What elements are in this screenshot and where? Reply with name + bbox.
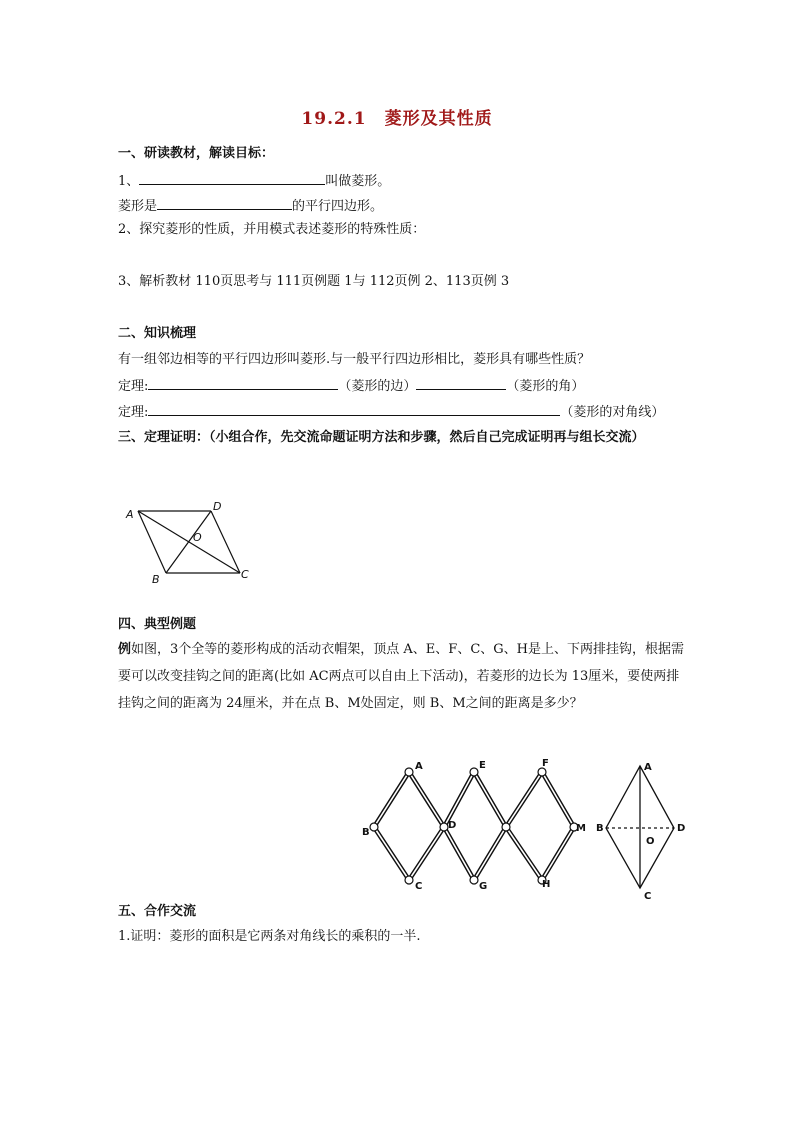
coat-rack-figure (360, 752, 595, 894)
theorem2-blank[interactable] (148, 403, 560, 416)
page-title: 19.2.1 菱形及其性质 (301, 109, 493, 129)
example-paragraph (118, 636, 684, 717)
hook-g (470, 876, 478, 884)
pivot-mid (502, 823, 510, 831)
theorem1-note2: （菱形的角） (506, 379, 585, 394)
rack-label-b: B (362, 827, 370, 838)
rack-label-g: G (479, 881, 488, 892)
hook-f (538, 768, 546, 776)
item1b-suffix: 的平行四边形。 (292, 199, 384, 214)
rack-label-h: H (542, 879, 551, 890)
rack-label-c: C (415, 881, 423, 892)
theorem1-blank1[interactable] (148, 377, 338, 390)
item2-text: 2、探究菱形的性质，并用模式表述菱形的特殊性质： (118, 222, 426, 237)
rhombus-label-a: A (644, 762, 652, 773)
rack-frame-outer (374, 772, 444, 880)
section1-heading: 一、研读教材，解读目标： (118, 146, 275, 161)
side-ba (138, 511, 166, 573)
label-d: D (213, 500, 222, 513)
rack-label-m: M (576, 823, 586, 834)
item1b-blank[interactable] (157, 197, 292, 210)
rhombus-abcd-figure (594, 758, 694, 900)
theorem1-label: 定理: (118, 379, 149, 394)
section2-intro: 有一组邻边相等的平行四边形叫菱形.与一般平行四边形相比，菱形具有哪些性质？ (118, 352, 591, 367)
label-c: C (241, 568, 249, 581)
section2-heading: 二、知识梳理 (118, 326, 197, 341)
item1-prefix: 1、 (118, 174, 140, 189)
theorem2-label: 定理: (118, 405, 149, 420)
section5-item1: 1.证明：菱形的面积是它两条对角线长的乘积的一半. (118, 929, 421, 944)
theorem2-note: （菱形的对角线） (560, 405, 665, 420)
rhombus-label-b: B (596, 823, 604, 834)
pivot-b (370, 823, 378, 831)
rhombus-label-o: O (646, 836, 655, 847)
diagonal-bd (166, 511, 211, 573)
label-o: O (193, 531, 202, 544)
rack-label-a: A (415, 761, 423, 772)
theorem1-note1: （菱形的边） (338, 379, 417, 394)
rhombus-label-d: D (677, 823, 686, 834)
hook-a (405, 768, 413, 776)
label-a: A (126, 508, 134, 521)
hook-e (470, 768, 478, 776)
example-text: 如图，3个全等的菱形构成的活动衣帽架，顶点 A、E、F、C、G、H是上、下两排挂钩，根据需要可以改变挂钩之间的距离(比如 AC两点可以自由上下活动)，若菱形的边长为 13厘米，要使两排挂钩之间的距离为 24厘米，并在点 B、M处固定，则 B、M之间的距离是多少？ (118, 642, 684, 711)
rack-label-d: D (448, 820, 457, 831)
label-b: B (152, 573, 160, 586)
example-lead: 例 (118, 642, 132, 657)
item1-blank[interactable] (139, 172, 325, 185)
rack-label-f: F (542, 758, 549, 769)
item1b-prefix: 菱形是 (118, 199, 158, 214)
section5-heading: 五、合作交流 (118, 904, 197, 919)
section3-heading: 三、定理证明：（小组合作，先交流命题证明方法和步骤，然后自己完成证明再与组长交流） (118, 430, 645, 445)
rhombus-label-c: C (644, 891, 652, 900)
item1-line (118, 172, 390, 190)
section4-heading: 四、典型例题 (118, 617, 197, 632)
rack-rhombus-3 (506, 772, 574, 880)
item1b-line (118, 197, 383, 215)
rack-label-e: E (479, 760, 486, 771)
theorem1-blank2[interactable] (416, 377, 506, 390)
hook-c (405, 876, 413, 884)
theorem2-line (118, 403, 664, 421)
item3-text: 3、解析教材 110页思考与 111页例题 1与 112页例 2、113页例 3 (118, 274, 510, 289)
item1-suffix: 叫做菱形。 (325, 174, 391, 189)
parallelogram-figure (118, 496, 268, 588)
theorem1-line (118, 377, 584, 395)
pivot-d (440, 823, 448, 831)
